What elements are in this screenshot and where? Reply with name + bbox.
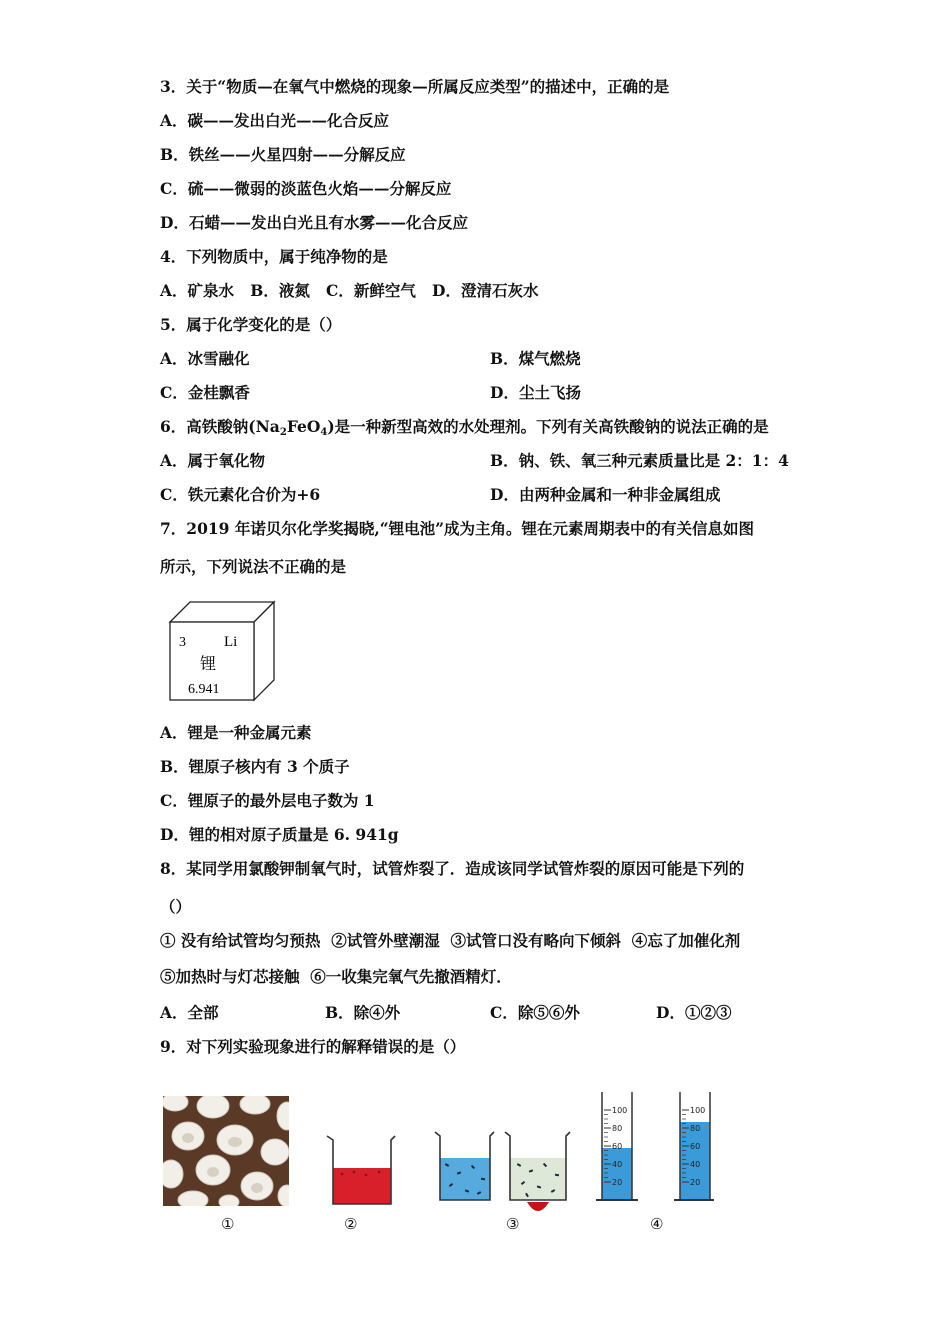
cylinder-2-tick-label: 20 xyxy=(690,1178,701,1187)
flame-heat-icon xyxy=(527,1202,549,1211)
figure-4-graduated-cylinders xyxy=(594,1086,714,1210)
element-name: 锂 xyxy=(200,654,217,673)
q4-stem: 4．下列物质中，属于纯净物的是 xyxy=(160,247,388,266)
particle xyxy=(163,1096,188,1111)
cylinder-2-tick-label: 40 xyxy=(690,1160,701,1169)
q7-option-a: A．锂是一种金属元素 xyxy=(160,723,312,742)
particle-core xyxy=(207,1167,219,1177)
cylinder-1-liquid xyxy=(602,1148,632,1200)
q3-option-d: D．石蜡——发出白光且有水雾——化合反应 xyxy=(160,213,468,232)
cylinder-1-tick-label: 40 xyxy=(612,1160,623,1169)
particle xyxy=(261,1139,289,1165)
liquid-dot xyxy=(341,1173,344,1176)
liquid-dot xyxy=(365,1174,368,1177)
q8-option-d: D．①②③ xyxy=(656,1003,732,1022)
q8-reasons-line2: ⑤加热时与灯芯接触 ⑥一收集完氧气先撤酒精灯． xyxy=(160,967,512,986)
figure-3-caption: ③ xyxy=(506,1215,520,1233)
q8-option-a: A．全部 xyxy=(160,1003,219,1022)
q3-option-c: C．硫——微弱的淡蓝色火焰——分解反应 xyxy=(160,179,452,198)
figure-4-caption: ④ xyxy=(650,1215,664,1233)
particle xyxy=(163,1160,183,1188)
particle-core xyxy=(251,1183,263,1193)
figure-1-particles xyxy=(163,1096,289,1206)
q8-stem-line1: 8．某同学用氯酸钾制氧气时，试管炸裂了．造成该同学试管炸裂的原因可能是下列的 xyxy=(160,859,745,878)
q6-option-d: D．由两种金属和一种非金属组成 xyxy=(490,485,721,504)
q5-option-d: D．尘土飞扬 xyxy=(490,383,581,402)
q5-option-b: B．煤气燃烧 xyxy=(490,349,581,368)
particle xyxy=(178,1191,208,1206)
q5-option-a: A．冰雪融化 xyxy=(160,349,250,368)
particle xyxy=(219,1195,239,1206)
particle-core xyxy=(228,1137,242,1147)
q7-option-c: C．锂原子的最外层电子数为 1 xyxy=(160,791,375,810)
q6-stem: 6．高铁酸钠$(Na_2FeO_4)$是一种新型高效的水处理剂。下列有关高铁酸钠的说法正确的是 xyxy=(160,417,769,438)
q8-reasons-line1: ① 没有给试管均匀预热 ②试管外壁潮湿 ③试管口没有略向下倾斜 ④忘了加催化剂 xyxy=(160,931,741,950)
cylinder-1-tick-label: 80 xyxy=(612,1124,623,1133)
figure-2-beaker-red xyxy=(324,1130,400,1208)
cylinder-1-tick-label: 20 xyxy=(612,1178,623,1187)
q4-options: A．矿泉水 B．液氮 C．新鲜空气 D．澄清石灰水 xyxy=(160,281,539,300)
q7-stem-line2: 所示，下列说法不正确的是 xyxy=(160,557,347,576)
q3-stem: 3．关于“物质—在氧气中燃烧的现象—所属反应类型”的描述中，正确的是 xyxy=(160,77,670,96)
q6-option-a: A．属于氧化物 xyxy=(160,451,266,470)
q7-stem-line1: 7．2019 年诺贝尔化学奖揭晓,“锂电池”成为主角。锂在元素周期表中的有关信息如图 xyxy=(160,519,755,538)
q7-option-b: B．锂原子核内有 3 个质子 xyxy=(160,757,350,776)
q3-option-b: B．铁丝——火星四射——分解反应 xyxy=(160,145,406,164)
element-symbol: Li xyxy=(224,634,238,650)
q5-stem: 5．属于化学变化的是（） xyxy=(160,315,342,334)
figure-1-caption: ① xyxy=(221,1215,235,1233)
cylinder-2-tick-label: 60 xyxy=(690,1142,701,1151)
particle-core xyxy=(182,1133,194,1143)
cylinder-2-tick-label: 100 xyxy=(690,1106,706,1115)
cylinder-2-tick-label: 80 xyxy=(690,1124,701,1133)
q6-option-c: C．铁元素化合价为+6 xyxy=(160,485,321,504)
liquid-dot xyxy=(378,1171,381,1174)
q7-option-d: D．锂的相对原子质量是 6. 941g xyxy=(160,825,399,844)
q8-stem-line2: （） xyxy=(160,897,192,916)
q8-option-c: C．除⑤⑥外 xyxy=(490,1003,580,1022)
cylinder-1-tick-label: 60 xyxy=(612,1142,623,1151)
q6-option-b: B．钠、铁、氧三种元素质量比是 2：1：4 xyxy=(490,451,789,470)
q3-option-a: A．碳——发出白光——化合反应 xyxy=(160,111,390,130)
element-cell-figure xyxy=(166,598,278,702)
particle xyxy=(197,1096,229,1118)
figure-3-beakers-diffusion xyxy=(433,1128,573,1222)
element-atomic-number: 3 xyxy=(179,635,186,650)
figure-2-caption: ② xyxy=(344,1215,358,1233)
particle xyxy=(240,1096,270,1114)
liquid-dot xyxy=(353,1171,356,1174)
q9-stem: 9．对下列实验现象进行的解释错误的是（） xyxy=(160,1037,466,1056)
q8-option-b: B．除④外 xyxy=(325,1003,401,1022)
element-atomic-mass: 6.941 xyxy=(188,682,220,697)
q5-option-c: C．金桂飘香 xyxy=(160,383,250,402)
cylinder-1-tick-label: 100 xyxy=(612,1106,628,1115)
